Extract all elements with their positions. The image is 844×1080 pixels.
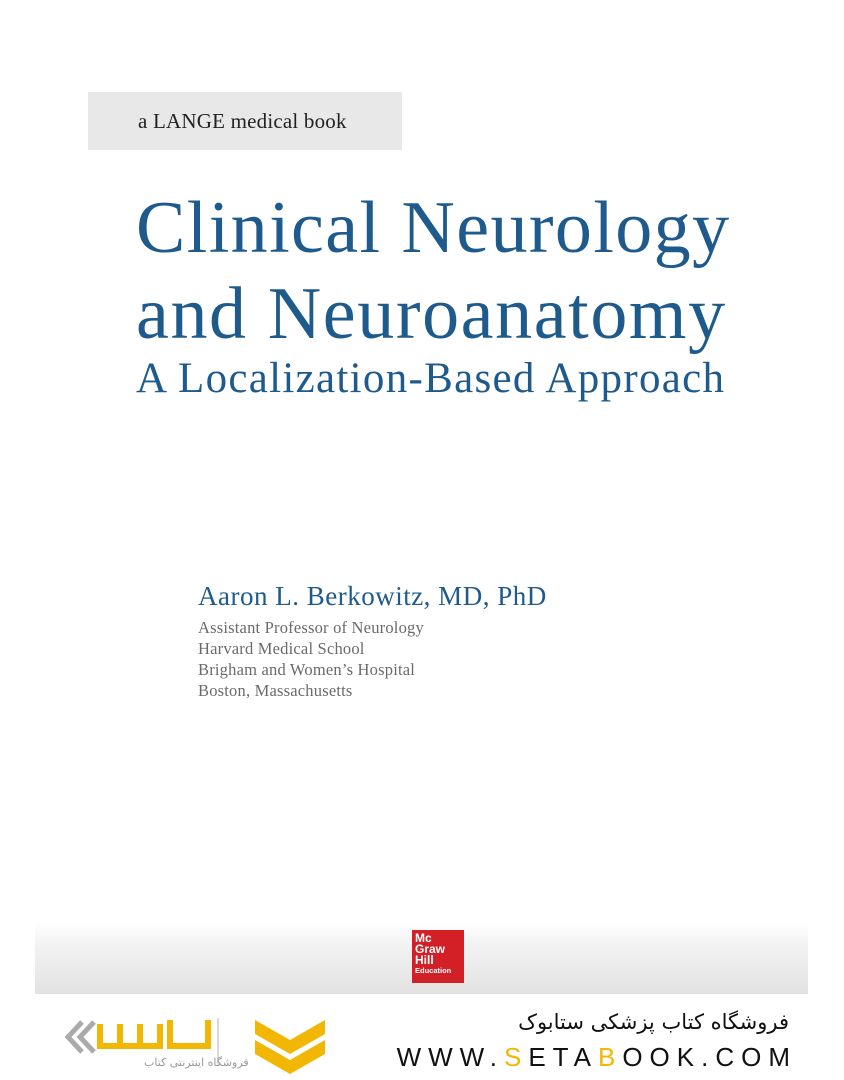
- author-affiliations: [198, 617, 424, 701]
- logo-text: Graw: [415, 942, 446, 956]
- logo-text: Education: [415, 966, 452, 975]
- logo-text: Hill: [415, 953, 434, 967]
- affiliation: Brigham and Women’s Hospital: [198, 660, 416, 679]
- chevron-icon: [68, 1022, 94, 1052]
- title-line-1: Clinical Neurology: [136, 187, 731, 269]
- subtitle: A Localization-Based Approach: [136, 355, 726, 402]
- series-label-box: [88, 92, 402, 150]
- mcgraw-hill-logo: [412, 930, 464, 983]
- affiliation: Boston, Massachusetts: [198, 681, 353, 700]
- author-name: Aaron L. Berkowitz, MD, PhD: [198, 581, 547, 611]
- affiliation: Harvard Medical School: [198, 639, 365, 658]
- affiliation: Assistant Professor of Neurology: [198, 618, 424, 637]
- series-label: a LANGE medical book: [138, 109, 347, 133]
- store-url: WWW.SETABOOK.COM: [396, 1042, 797, 1072]
- setabook-emblem-icon: [255, 1020, 325, 1074]
- logo-text: Mc: [415, 931, 432, 945]
- store-name: فروشگاه کتاب پزشکی ستابوک: [518, 1010, 789, 1034]
- setabook-tagline: فروشگاه اینترنتی کتاب: [144, 1056, 249, 1069]
- title-line-2: and Neuroanatomy: [136, 273, 727, 355]
